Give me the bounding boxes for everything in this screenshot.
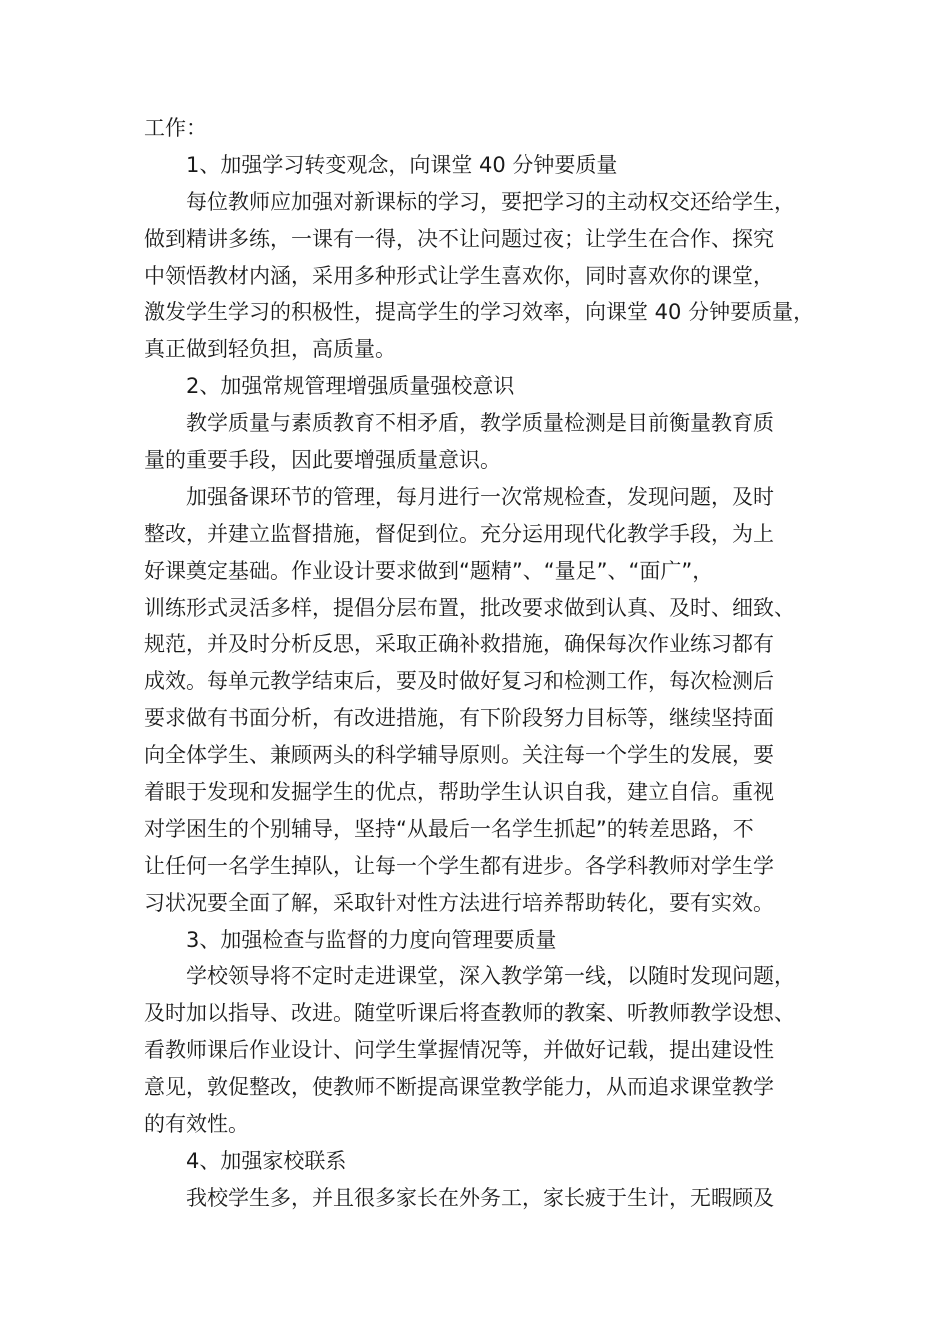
- text-line: 激发学生学习的积极性，提高学生的学习效率，向课堂 40 分钟要质量，: [144, 300, 815, 325]
- text-line: 做到精讲多练，一课有一得，决不让问题过夜；让学生在合作、探究: [144, 226, 774, 251]
- text-line: 看教师课后作业设计、问学生掌握情况等，并做好记载，提出建设性: [144, 1038, 774, 1063]
- text-line: 的有效性。: [144, 1112, 249, 1137]
- text-line: 整改，并建立监督措施，督促到位。充分运用现代化教学手段，为上: [144, 521, 774, 546]
- text-line: 让任何一名学生掉队，让每一个学生都有进步。各学科教师对学生学: [144, 853, 774, 878]
- text-line: 我校学生多，并且很多家长在外务工，家长疲于生计，无暇顾及: [186, 1185, 774, 1210]
- text-line: 习状况要全面了解，采取针对性方法进行培养帮助转化，要有实效。: [144, 890, 774, 915]
- text-line: 成效。每单元教学结束后，要及时做好复习和检测工作，每次检测后: [144, 669, 774, 694]
- text-line: 对学困生的个别辅导，坚持“从最后一名学生抓起”的转差思路，不: [144, 816, 754, 841]
- text-line: 量的重要手段，因此要增强质量意识。: [144, 448, 501, 473]
- text-line: 向全体学生、兼顾两头的科学辅导原则。关注每一个学生的发展，要: [144, 743, 774, 768]
- text-line: 意见，敦促整改，使教师不断提高课堂教学能力，从而追求课堂教学: [144, 1075, 774, 1100]
- text-line: 学校领导将不定时走进课堂，深入教学第一线，以随时发现问题，: [186, 964, 795, 989]
- text-line: 及时加以指导、改进。随堂听课后将查教师的教案、听教师教学设想、: [144, 1001, 795, 1026]
- text-line: 加强备课环节的管理，每月进行一次常规检查，发现问题，及时: [186, 484, 774, 509]
- text-line: 2、加强常规管理增强质量强校意识: [186, 374, 515, 399]
- text-line: 中领悟教材内涵，采用多种形式让学生喜欢你，同时喜欢你的课堂，: [144, 263, 774, 288]
- text-line: 要求做有书面分析，有改进措施，有下阶段努力目标等，继续坚持面: [144, 706, 774, 731]
- text-line: 着眼于发现和发掘学生的优点，帮助学生认识自我，建立自信。重视: [144, 780, 774, 805]
- text-line: 1、加强学习转变观念，向课堂 40 分钟要质量: [186, 152, 618, 177]
- text-line: 3、加强检查与监督的力度向管理要质量: [186, 927, 557, 952]
- text-line: 工作：: [144, 116, 207, 140]
- text-line: 规范，并及时分析反思，采取正确补救措施，确保每次作业练习都有: [144, 632, 774, 657]
- text-line: 好课奠定基础。作业设计要求做到“题精”、“量足”、“面广”，: [144, 558, 714, 583]
- text-line: 4、加强家校联系: [186, 1148, 347, 1173]
- text-line: 每位教师应加强对新课标的学习，要把学习的主动权交还给学生，: [186, 189, 795, 214]
- text-line: 真正做到轻负担，高质量。: [144, 337, 396, 362]
- text-line: 教学质量与素质教育不相矛盾，教学质量检测是目前衡量教育质: [186, 411, 774, 436]
- document-body: [144, 110, 844, 1217]
- text-line: 训练形式灵活多样，提倡分层布置，批改要求做到认真、及时、细致、: [144, 595, 795, 620]
